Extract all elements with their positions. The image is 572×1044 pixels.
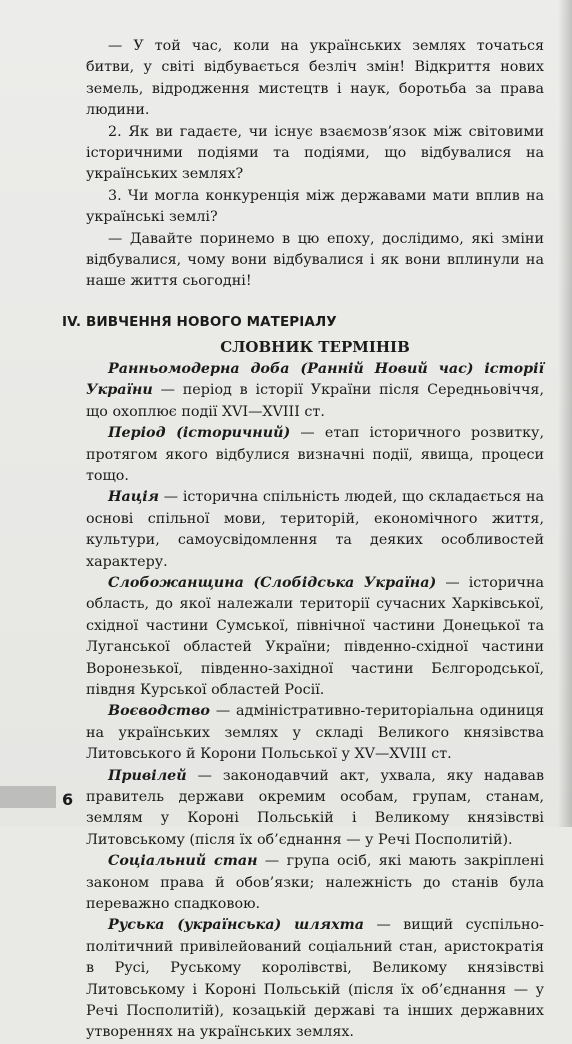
page-content (62, 36, 545, 1044)
glossary-term: Привілей (108, 767, 187, 784)
question-3: 3. Чи могла конкуренція між державами мати вплив на українські землі? (86, 187, 544, 226)
glossary-definition: — адміністративно-територіальна одиниця на українських землях у складі Великого князівства Литовського й Корони Польської у XV—XVIII ст. (86, 703, 544, 763)
glossary-term: Слобожанщина (108, 574, 244, 591)
glossary-entry (86, 573, 544, 701)
page-edge-shadow (558, 0, 572, 827)
intro-paragraph-1: — У той час, коли на українських землях точаться битви, у світі відбувається безліч змін! Відкриття нових земель, відродження мистецтв і наук, боротьба за права людини. (86, 38, 544, 119)
glossary-definition: — історична область, до якої належали території сучасних Харківської, східної частини Сумської, північної частини Донецької та Луганської областей України; південно-східної частини Воронезької, південно-західної частини Бєлгородської, півдня Курської областей Росії. (86, 574, 545, 698)
glossary-definition: — група осіб, які мають закріплені законом права й обов’язки; належність до станів була переважно спадковою. (86, 853, 544, 913)
glossary-term: Нація (108, 489, 160, 506)
glossary-definition: — законодавчий акт, ухвала, яку надавав правитель держави окремим особам, групам, станам, землям у Короні Польській і Великому князівстві Литовському (після їх об’єднання — у Речі Посполитій). (86, 767, 544, 848)
page-number: 6 (62, 790, 74, 809)
spacer (86, 293, 544, 305)
glossary-term: Ранньомодерна доба (108, 360, 290, 377)
glossary-term-note: (Ранній Новий час) історії України (86, 360, 545, 399)
glossary-definition: — етап історичного розвитку, протягом якого відбулися визначні події, явища, процеси тощо. (86, 425, 544, 484)
glossary-entry (86, 359, 544, 423)
intro-paragraph-4: — Давайте поринемо в цю епоху, дослідимо, які зміни відбувалися, чому вони відбувалися і як вони вплинули на наше життя сьогодні! (86, 230, 544, 290)
glossary-entry (86, 766, 544, 852)
glossary-definition: — історична спільність людей, що складається на основі спільної мови, територій, економічного життя, культури, самоусвідомлення та деяких особливостей характеру. (86, 489, 544, 570)
glossary-term: Період (108, 425, 166, 442)
page-tab-marker (0, 786, 56, 808)
glossary-entry (86, 851, 544, 915)
glossary-term-note: (Слобідська Україна) (243, 574, 437, 591)
glossary-title: СЛОВНИК ТЕРМІНІВ (220, 337, 410, 356)
glossary-entry (86, 701, 544, 765)
glossary-definition: — період в історії України після Середньовіччя, що охоплює події XVI—XVIII ст. (86, 382, 544, 420)
glossary-entry (86, 915, 544, 1043)
glossary-definition: — вищий суспільно-політичний привілейований соціальний стан, аристократія в Русі, Руському королівстві, Великому князівстві Литовському і Короні Польській (після їх об’єднання — у Речі Посполитій), козацькій державі та інших державних утвореннях на українських землях. (86, 917, 544, 1041)
glossary-term: Руська (українська) шляхта (108, 917, 365, 934)
glossary-entry (86, 487, 544, 573)
glossary-term: Соціальний стан (108, 853, 258, 870)
section-heading: IV. ВИВЧЕННЯ НОВОГО МАТЕРІАЛУ (62, 313, 337, 330)
glossary-term-note: (історичний) (165, 425, 291, 442)
glossary-entry (86, 423, 544, 487)
question-2: 2. Як ви гадаєте, чи існує взаємозв’язок між світовими історичними подіями та подіями, що відбувалися на українських землях? (86, 123, 544, 183)
glossary-term: Воєводство (108, 703, 210, 720)
